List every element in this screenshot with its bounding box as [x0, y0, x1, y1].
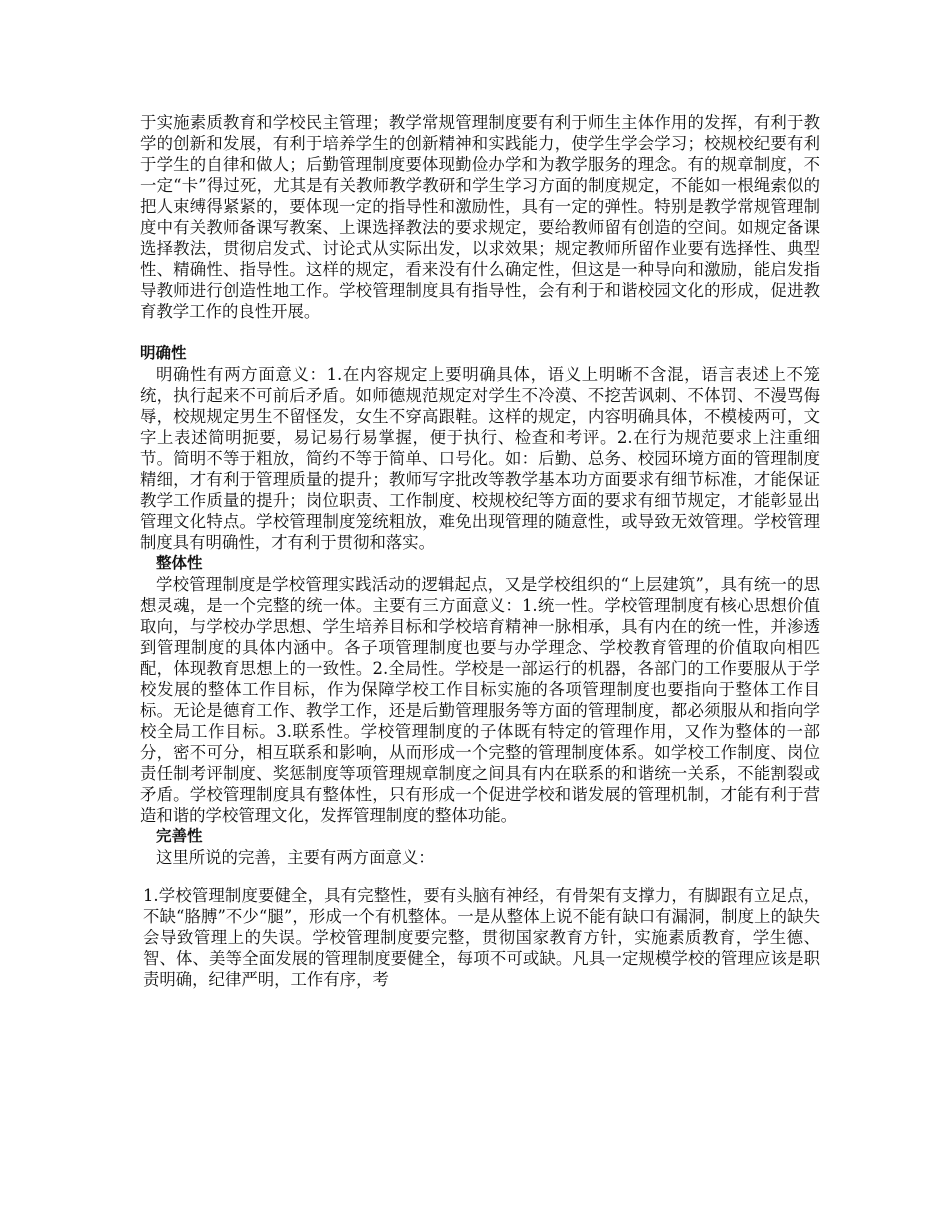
numbered-paragraph-1: 1.学校管理制度要健全，具有完整性，要有头脑有神经，有骨架有支撑力，有脚跟有立足点，不缺“胳膊”不少“腿”，形成一个有机整体。一是从整体上说不能有缺口有漏洞，制度上的缺失会导致管理上的失误。学校管理制度要完整，贯彻国家教育方针，实施素质教育，学生德、智、体、美等全面发展的管理制度要健全，每项不可或缺。凡具一定规模学校的管理应该是职责明确，纪律严明，工作有序，考	[143, 886, 820, 989]
intro-paragraph: 于实施素质教育和学校民主管理；教学常规管理制度要有利于师生主体作用的发挥，有利于教学的创新和发展，有利于培养学生的创新精神和实践能力，使学生学会学习；校规校纪要有利于学生的自律和做人；后勤管理制度要体现勤俭办学和为教学服务的理念。有的规章制度，不一定“卡”得过死，尤其是有关教师教学教研和学生学习方面的制度规定，不能如一根绳索似的把人束缚得紧紧的，要体现一定的指导性和激励性，具有一定的弹性。特别是教学常规管理制度中有关教师备课写教案、上课选择教法的要求规定，要给教师留有创造的空间。如规定备课选择教法，贯彻启发式、讨论式从实际出发，以求效果；规定教师所留作业要有选择性、典型性、精确性、指导性。这样的规定，看来没有什么确定性，但这是一种导向和激励，能启发指导教师进行创造性地工作。学校管理制度具有指导性，会有利于和谐校园文化的形成，促进教育教学工作的良性开展。	[140, 113, 820, 321]
section-heading-completeness: 完善性	[156, 827, 203, 845]
section-body-clarity: 明确性有两方面意义：1.在内容规定上要明确具体，语义上明晰不含混，语言表述上不笼统，执行起来不可前后矛盾。如师德规范规定对学生不冷漠、不挖苦讽刺、不体罚、不漫骂侮辱，校规规定男生不留怪发，女生不穿高跟鞋。这样的规定，内容明确具体，不模棱两可，文字上表述简明扼要，易记易行易掌握，便于执行、检查和考评。2.在行为规范要求上注重细节。简明不等于粗放，简约不等于简单、口号化。如：后勤、总务、校园环境方面的管理制度精细，才有利于管理质量的提升；教师写字批改等教学基本功方面要求有细节标准，才能保证教学工作质量的提升；岗位职责、工作制度、校规校纪等方面的要求有细节规定，才能彰显出管理文化特点。学校管理制度笼统粗放，难免出现管理的随意性，或导致无效管理。学校管理制度具有明确性，才有利于贯彻和落实。	[140, 365, 820, 552]
section-heading-integrity: 整体性	[156, 554, 203, 572]
document-body	[140, 112, 820, 990]
section-body-completeness: 这里所说的完善，主要有两方面意义：	[156, 848, 435, 867]
section-body-integrity: 学校管理制度是学校管理实践活动的逻辑起点，又是学校组织的“上层建筑”，具有统一的思想灵魂，是一个完整的统一体。主要有三方面意义：1.统一性。学校管理制度有核心思想价值取向，与学校办学思想、学生培养目标和学校培育精神一脉相承，具有内在的统一性，并渗透到管理制度的具体内涵中。各子项管理制度也要与办学理念、学校教育管理的价值取向相匹配，体现教育思想上的一致性。2.全局性。学校是一部运行的机器，各部门的工作要服从于学校发展的整体工作目标，作为保障学校工作目标实施的各项管理制度也要指向于整体工作目标。无论是德育工作、教学工作，还是后勤管理服务等方面的管理制度，都必须服从和指向学校全局工作目标。3.联系性。学校管理制度的子体既有特定的管理作用，又作为整体的一部分，密不可分，相互联系和影响，从而形成一个完整的管理制度体系。如学校工作制度、岗位责任制考评制度、奖惩制度等项管理规章制度之间具有内在联系的和谐统一关系，不能割裂或矛盾。学校管理制度具有整体性，只有形成一个促进学校和谐发展的管理机制，才能有利于营造和谐的学校管理文化，发挥管理制度的整体功能。	[140, 575, 820, 825]
section-heading-clarity: 明确性	[140, 344, 187, 362]
